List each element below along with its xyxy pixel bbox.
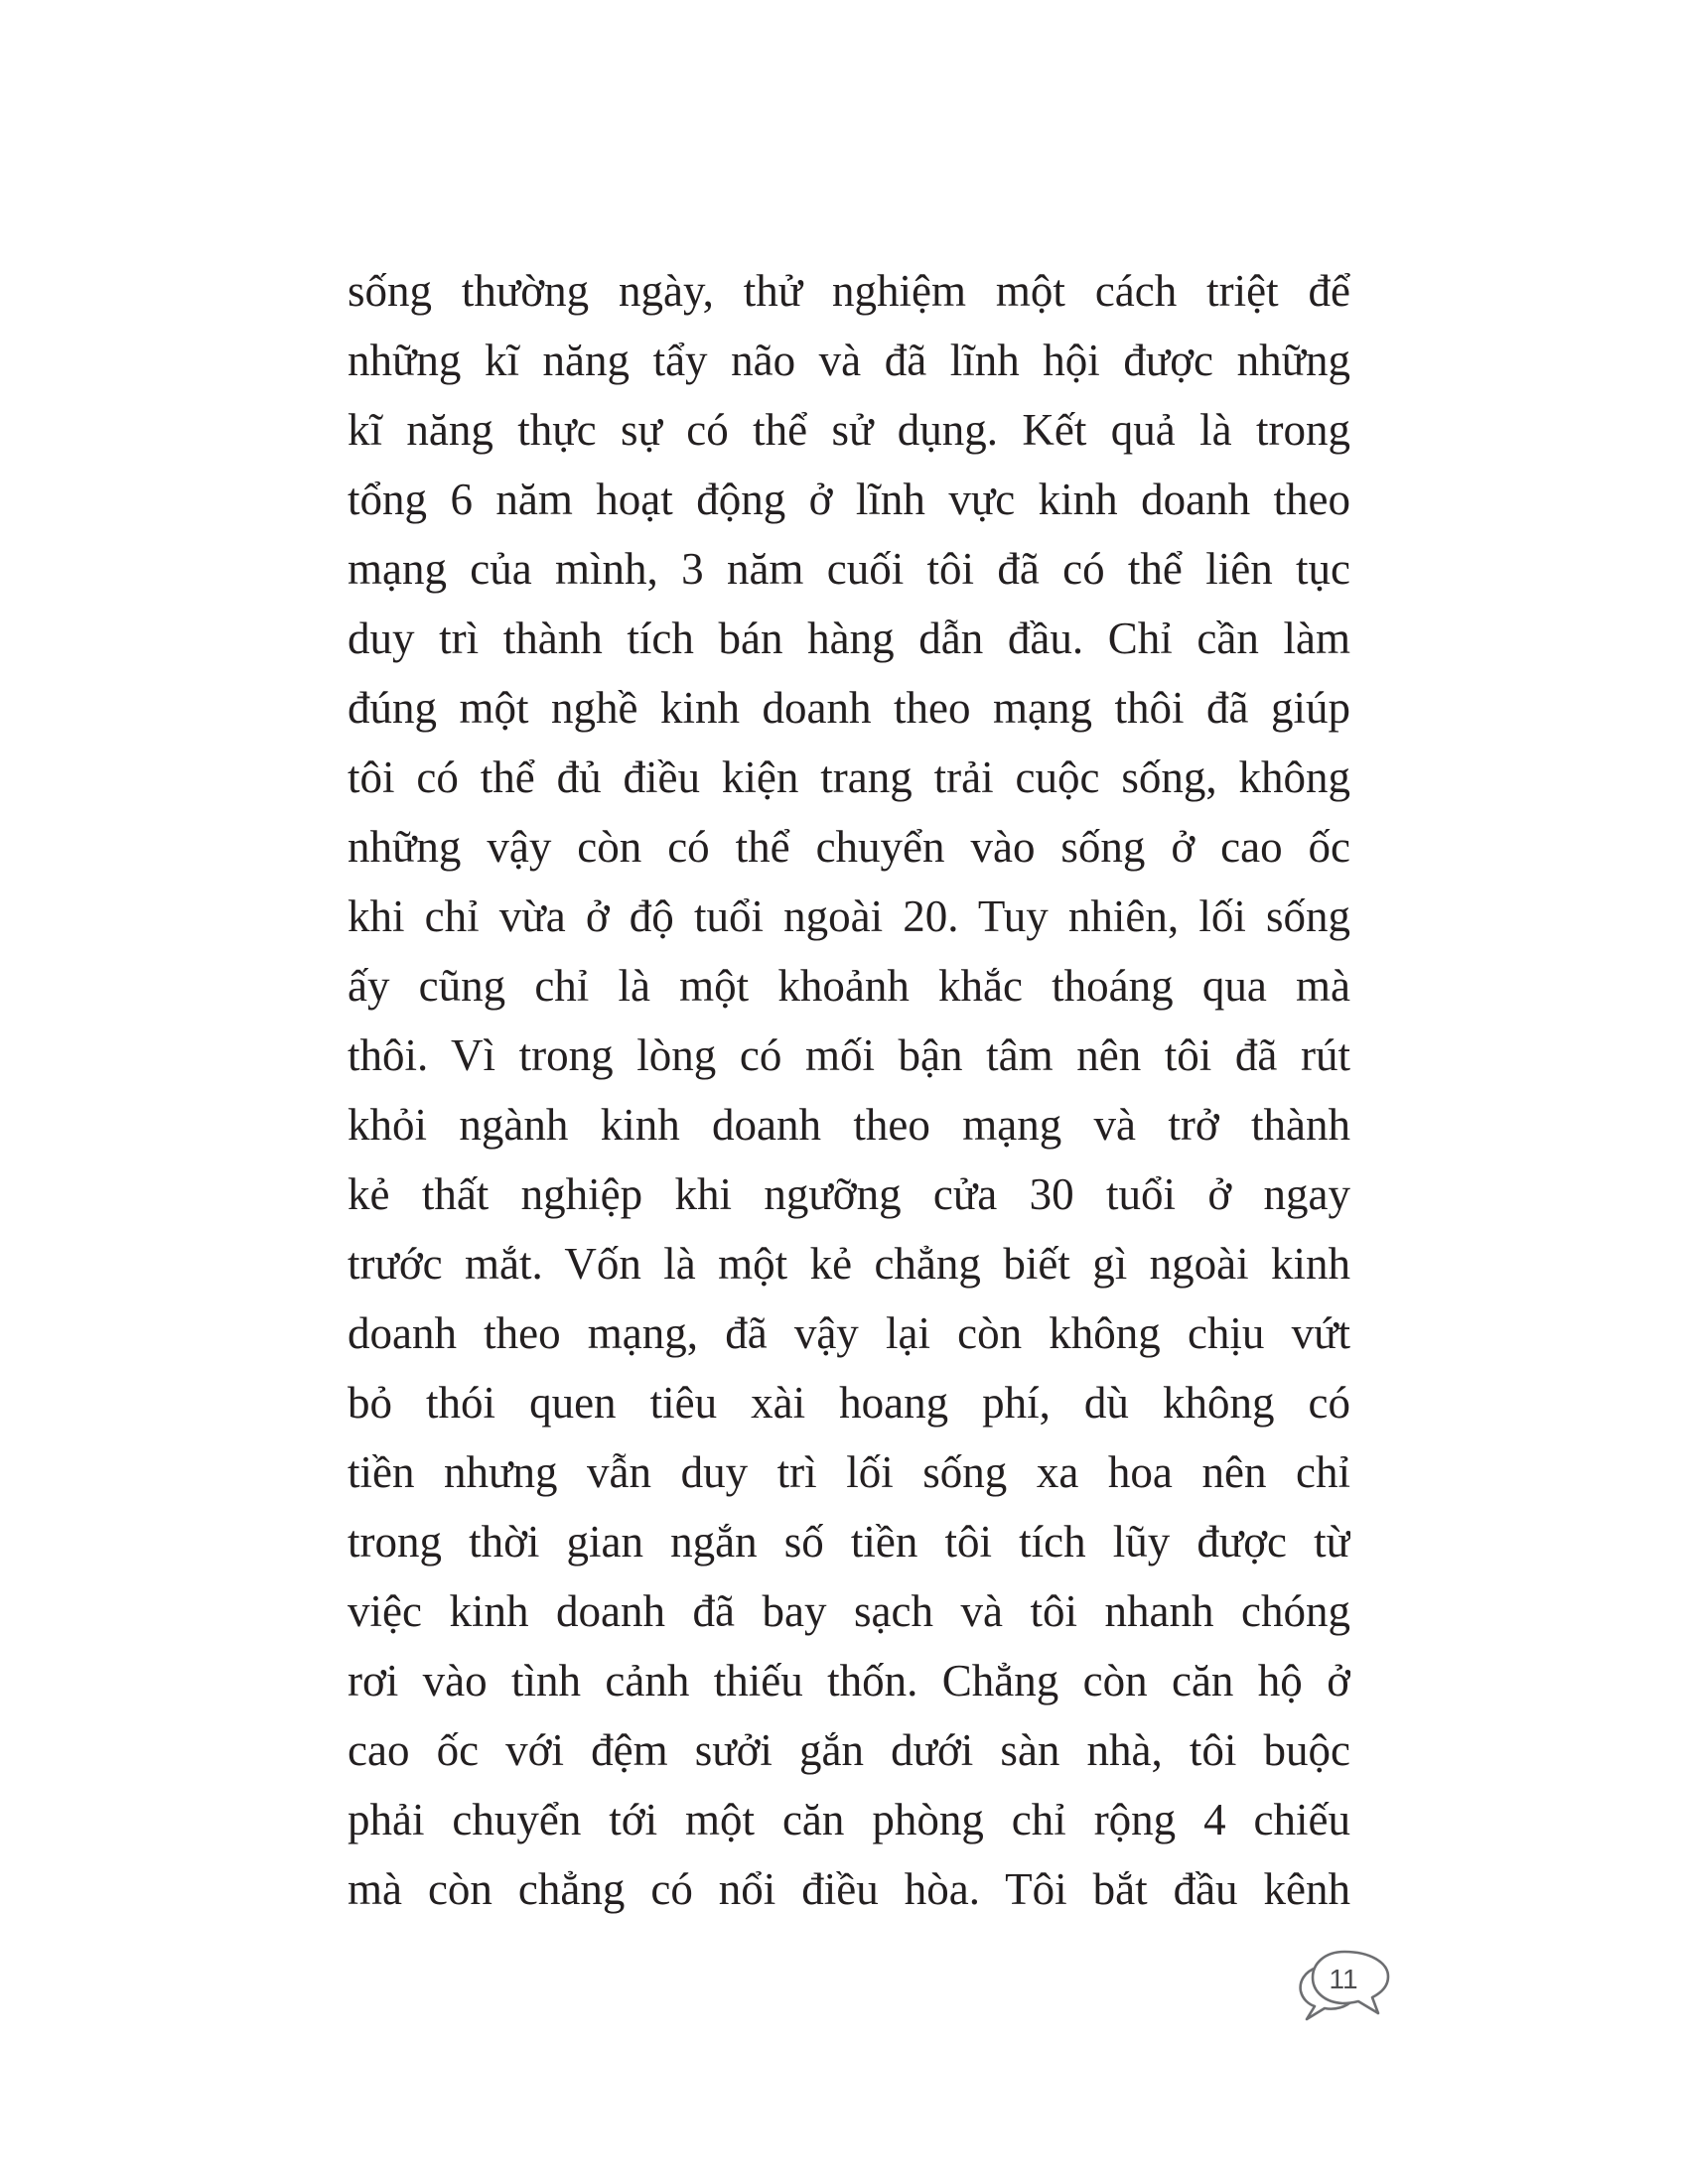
page-number-badge [1295, 1948, 1394, 2027]
text-line: kĩ năng thực sự có thể sử dụng. Kết quả là trong [348, 405, 1350, 455]
text-line: khỏi ngành kinh doanh theo mạng và trở thành [348, 1100, 1350, 1150]
text-line: tổng 6 năm hoạt động ở lĩnh vực kinh doanh theo [348, 475, 1350, 524]
text-line: tiền nhưng vẫn duy trì lối sống xa hoa nên chỉ [348, 1447, 1350, 1497]
text-line: đúng một nghề kinh doanh theo mạng thôi đã giúp [348, 683, 1350, 733]
text-line: tôi có thể đủ điều kiện trang trải cuộc sống, không [348, 752, 1350, 802]
text-line: cao ốc với đệm sưởi gắn dưới sàn nhà, tôi buộc [348, 1725, 1350, 1775]
page-number: 11 [1329, 1964, 1358, 1994]
text-line: doanh theo mạng, đã vậy lại còn không chịu vứt [348, 1308, 1350, 1358]
text-line: mạng của mình, 3 năm cuối tôi đã có thể liên tục [348, 544, 1350, 594]
text-line: ấy cũng chỉ là một khoảnh khắc thoáng qua mà [348, 961, 1350, 1011]
text-line: bỏ thói quen tiêu xài hoang phí, dù không có [348, 1378, 1350, 1428]
text-line: những kĩ năng tẩy não và đã lĩnh hội được những [348, 336, 1350, 385]
body-text [348, 256, 1350, 1924]
text-line: trong thời gian ngắn số tiền tôi tích lũy được từ [348, 1517, 1350, 1567]
text-line: sống thường ngày, thử nghiệm một cách triệt để [348, 266, 1350, 316]
text-line: rơi vào tình cảnh thiếu thốn. Chẳng còn căn hộ ở [348, 1656, 1350, 1706]
text-line: phải chuyển tới một căn phòng chỉ rộng 4 chiếu [348, 1795, 1350, 1844]
text-line: việc kinh doanh đã bay sạch và tôi nhanh chóng [348, 1586, 1350, 1636]
text-line: trước mắt. Vốn là một kẻ chẳng biết gì ngoài kinh [348, 1239, 1350, 1289]
text-line: mà còn chẳng có nổi điều hòa. Tôi bắt đầu kênh [348, 1864, 1350, 1914]
text-line: những vậy còn có thể chuyển vào sống ở cao ốc [348, 822, 1350, 872]
text-line: thôi. Vì trong lòng có mối bận tâm nên tôi đã rút [348, 1030, 1350, 1080]
text-line: kẻ thất nghiệp khi ngưỡng cửa 30 tuổi ở ngay [348, 1169, 1350, 1219]
text-line: khi chỉ vừa ở độ tuổi ngoài 20. Tuy nhiên, lối sống [348, 891, 1350, 941]
text-line: duy trì thành tích bán hàng dẫn đầu. Chỉ cần làm [348, 614, 1350, 663]
